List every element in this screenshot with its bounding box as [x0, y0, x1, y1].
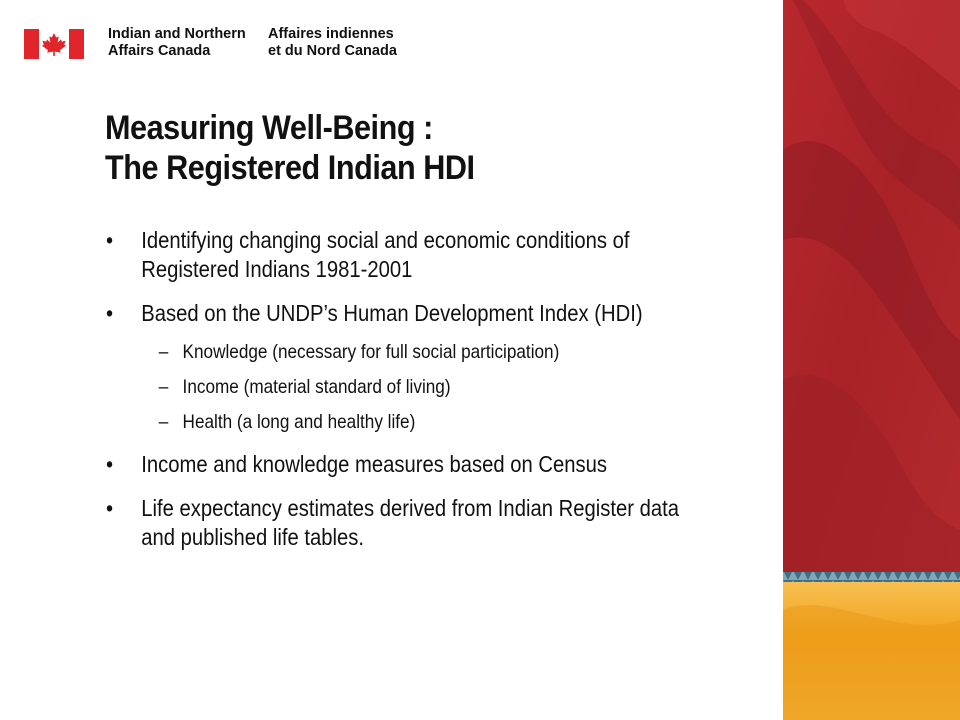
bullet-item	[106, 450, 713, 479]
department-name-french	[268, 26, 397, 60]
department-name-english-line2: Affairs Canada	[108, 43, 211, 59]
slide-title	[105, 108, 681, 188]
bullet-marker: •	[106, 300, 114, 326]
canada-flag-icon	[24, 29, 84, 59]
department-name-english	[108, 26, 246, 60]
department-name-english-line1: Indian and Northern	[108, 26, 246, 42]
bullet-item	[106, 226, 713, 284]
slide-title-line1: Measuring Well-Being :	[105, 109, 433, 147]
sub-bullet-marker: –	[158, 411, 169, 433]
bullet-marker: •	[106, 495, 114, 521]
sub-bullet-marker: –	[158, 341, 169, 363]
bullet-item	[106, 299, 713, 328]
sub-bullet-text: Income (material standard of living)	[182, 376, 451, 398]
department-name-french-line1: Affaires indiennes	[268, 26, 394, 42]
slide-title-line2: The Registered Indian HDI	[105, 149, 475, 187]
sub-bullet-text: Health (a long and healthy life)	[182, 411, 416, 433]
bullet-text: Life expectancy estimates derived from Indian Register data and published life tables.	[141, 495, 679, 550]
bullet-marker: •	[106, 227, 114, 253]
bullet-marker: •	[106, 451, 114, 477]
sub-bullet-item	[106, 340, 713, 364]
bullet-list	[106, 226, 713, 567]
bullet-text: Identifying changing social and economic conditions of Registered Indians 1981-2001	[141, 227, 630, 282]
bullet-text: Based on the UNDP’s Human Development Index (HDI)	[141, 300, 643, 326]
bullet-text: Income and knowledge measures based on Census	[141, 451, 608, 477]
sub-bullet-item	[106, 410, 713, 434]
sub-bullet-marker: –	[158, 376, 169, 398]
decorative-side-panel	[783, 0, 960, 720]
bullet-item	[106, 494, 713, 552]
sub-bullet-item	[106, 375, 713, 399]
sub-bullet-text: Knowledge (necessary for full social participation)	[182, 341, 560, 363]
department-name-french-line2: et du Nord Canada	[268, 43, 397, 59]
